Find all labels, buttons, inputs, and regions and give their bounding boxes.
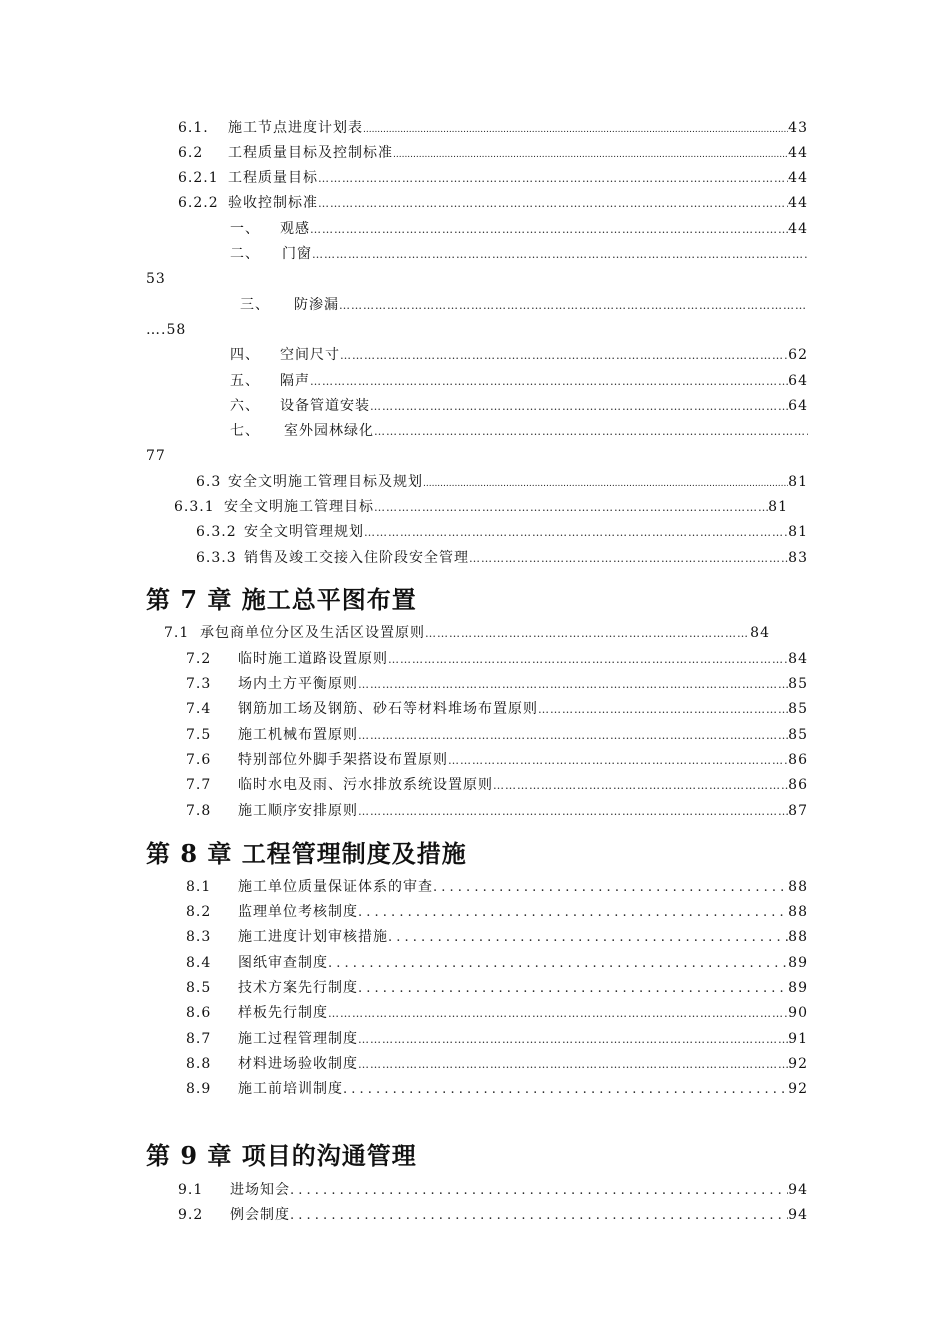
entry-number: 9.1 bbox=[178, 1182, 204, 1198]
entry-title: 门窗 bbox=[282, 246, 312, 262]
entry-title: 工程质量目标及控制标准 bbox=[228, 145, 393, 161]
entry-page: 64 bbox=[788, 373, 808, 389]
leader-dots bbox=[310, 219, 788, 240]
leader-dots bbox=[538, 699, 788, 720]
entry-page: 43 bbox=[788, 120, 808, 136]
entry-title: 验收控制标准 bbox=[228, 195, 318, 211]
entry-page: 64 bbox=[788, 398, 808, 414]
entry-page-wrapped: ….58 bbox=[146, 322, 187, 338]
leader-dots bbox=[423, 472, 788, 494]
leader-dots bbox=[310, 371, 788, 392]
entry-title: 钢筋加工场及钢筋、砂石等材料堆场布置原则 bbox=[238, 701, 538, 717]
entry-number: 二、 bbox=[230, 246, 260, 262]
toc-entry[interactable] bbox=[186, 978, 808, 998]
entry-number: 六、 bbox=[230, 398, 260, 414]
entry-number: 8.9 bbox=[186, 1081, 212, 1097]
entry-number: 7.6 bbox=[186, 752, 212, 768]
entry-title: 施工节点进度计划表 bbox=[228, 120, 363, 136]
entry-page: 44 bbox=[788, 145, 808, 161]
entry-number: 8.3 bbox=[186, 929, 212, 945]
toc-entry[interactable] bbox=[178, 1180, 808, 1200]
chapter-heading[interactable]: 第 7 章 施工总平图布置 bbox=[146, 585, 417, 614]
entry-title: 安全文明施工管理目标 bbox=[224, 499, 374, 515]
entry-page: 86 bbox=[788, 777, 808, 793]
entry-page: 86 bbox=[788, 752, 808, 768]
leader-dots bbox=[425, 623, 750, 644]
entry-number: 8.8 bbox=[186, 1056, 212, 1072]
entry-page-wrapped: 77 bbox=[146, 448, 166, 464]
entry-number: 6.3 bbox=[196, 474, 222, 490]
leader-dots bbox=[358, 902, 788, 923]
toc-entry[interactable] bbox=[196, 548, 808, 568]
entry-number: 7.7 bbox=[186, 777, 212, 793]
entry-title: 空间尺寸 bbox=[280, 347, 340, 363]
toc-entry[interactable] bbox=[186, 649, 808, 669]
entry-title: 技术方案先行制度 bbox=[238, 980, 358, 996]
entry-title: 施工过程管理制度 bbox=[238, 1031, 358, 1047]
toc-entry[interactable] bbox=[164, 623, 770, 643]
entry-title: 临时水电及雨、污水排放系统设置原则 bbox=[238, 777, 493, 793]
entry-page: 81 bbox=[788, 524, 808, 540]
leader-dots bbox=[448, 750, 788, 771]
entry-number: 七、 bbox=[230, 423, 260, 439]
entry-page-wrapped: 53 bbox=[146, 271, 166, 287]
toc-entry[interactable] bbox=[240, 295, 808, 315]
entry-page: 90 bbox=[788, 1005, 808, 1021]
leader-dots bbox=[393, 143, 788, 165]
toc-entry[interactable] bbox=[178, 168, 808, 188]
toc-entry[interactable] bbox=[186, 1079, 808, 1099]
leader-dots bbox=[312, 244, 808, 265]
entry-number: 8.6 bbox=[186, 1005, 212, 1021]
leader-dots bbox=[388, 649, 788, 670]
entry-page: 87 bbox=[788, 803, 808, 819]
entry-title: 观感 bbox=[280, 221, 310, 237]
entry-title: 场内土方平衡原则 bbox=[238, 676, 358, 692]
entry-number: 9.2 bbox=[178, 1207, 204, 1223]
entry-title: 图纸审查制度 bbox=[238, 955, 328, 971]
toc-entry[interactable] bbox=[178, 118, 808, 138]
leader-dots bbox=[358, 725, 788, 746]
entry-title: 施工进度计划审核措施 bbox=[238, 929, 388, 945]
entry-number: 三、 bbox=[240, 297, 270, 313]
toc-entry[interactable] bbox=[186, 902, 808, 922]
toc-entry[interactable] bbox=[186, 1054, 808, 1074]
leader-dots bbox=[469, 548, 788, 569]
leader-dots bbox=[374, 421, 808, 442]
toc-entry[interactable] bbox=[230, 345, 808, 365]
entry-page: 88 bbox=[788, 904, 808, 920]
toc-entry[interactable] bbox=[230, 219, 808, 239]
entry-page: 44 bbox=[788, 221, 808, 237]
toc-entry[interactable] bbox=[186, 927, 808, 947]
entry-page: 89 bbox=[788, 955, 808, 971]
leader-dots bbox=[343, 1079, 788, 1100]
leader-dots bbox=[340, 345, 788, 366]
toc-entry[interactable] bbox=[196, 472, 808, 492]
entry-number: 6.2.2 bbox=[178, 195, 219, 211]
entry-page: 94 bbox=[788, 1182, 808, 1198]
entry-title: 施工单位质量保证体系的审查 bbox=[238, 879, 433, 895]
entry-title: 施工机械布置原则 bbox=[238, 727, 358, 743]
entry-title: 监理单位考核制度 bbox=[238, 904, 358, 920]
entry-page: 85 bbox=[788, 727, 808, 743]
entry-title: 防渗漏 bbox=[294, 297, 339, 313]
entry-page: 88 bbox=[788, 879, 808, 895]
entry-page: 62 bbox=[788, 347, 808, 363]
leader-dots bbox=[433, 877, 788, 898]
entry-number: 6.2.1 bbox=[178, 170, 219, 186]
entry-title: 销售及竣工交接入住阶段安全管理 bbox=[244, 550, 469, 566]
entry-title: 例会制度 bbox=[230, 1207, 290, 1223]
entry-number: 8.7 bbox=[186, 1031, 212, 1047]
entry-page: 44 bbox=[788, 195, 808, 211]
toc-entry[interactable] bbox=[186, 801, 808, 821]
entry-title: 安全文明管理规划 bbox=[244, 524, 364, 540]
entry-page: 88 bbox=[788, 929, 808, 945]
entry-number: 6.3.2 bbox=[196, 524, 237, 540]
toc-entry[interactable] bbox=[186, 1003, 808, 1023]
chapter-heading[interactable]: 第 8 章 工程管理制度及措施 bbox=[146, 839, 467, 868]
entry-page: 84 bbox=[788, 651, 808, 667]
toc-entry[interactable] bbox=[186, 775, 808, 795]
entry-page: 81 bbox=[788, 474, 808, 490]
entry-page: 92 bbox=[788, 1056, 808, 1072]
toc-entry[interactable] bbox=[178, 1205, 808, 1225]
entry-title: 施工顺序安排原则 bbox=[238, 803, 358, 819]
toc-entry[interactable] bbox=[178, 143, 808, 163]
entry-title: 安全文明施工管理目标及规划 bbox=[228, 474, 423, 490]
toc-entry[interactable] bbox=[186, 877, 808, 897]
entry-number: 8.4 bbox=[186, 955, 212, 971]
leader-dots bbox=[493, 775, 788, 796]
entry-title: 特别部位外脚手架搭设布置原则 bbox=[238, 752, 448, 768]
entry-title: 隔声 bbox=[280, 373, 310, 389]
toc-entry[interactable] bbox=[174, 497, 788, 517]
entry-title: 材料进场验收制度 bbox=[238, 1056, 358, 1072]
entry-page: 94 bbox=[788, 1207, 808, 1223]
chapter-heading[interactable]: 第 9 章 项目的沟通管理 bbox=[146, 1141, 417, 1170]
entry-number: 7.5 bbox=[186, 727, 212, 743]
leader-dots bbox=[290, 1180, 788, 1201]
entry-title: 施工前培训制度 bbox=[238, 1081, 343, 1097]
entry-page: 83 bbox=[788, 550, 808, 566]
toc-entry[interactable] bbox=[186, 674, 808, 694]
entry-number: 6.2 bbox=[178, 145, 204, 161]
leader-dots bbox=[328, 953, 788, 974]
toc-entry[interactable] bbox=[196, 522, 808, 542]
toc-entry[interactable] bbox=[230, 244, 808, 264]
toc-entry[interactable] bbox=[186, 953, 808, 973]
entry-page: 92 bbox=[788, 1081, 808, 1097]
entry-number: 四、 bbox=[230, 347, 260, 363]
entry-number: 7.2 bbox=[186, 651, 212, 667]
leader-dots bbox=[358, 1054, 788, 1075]
entry-number: 6.1. bbox=[178, 120, 209, 136]
toc-entry[interactable] bbox=[186, 725, 808, 745]
leader-dots bbox=[339, 295, 808, 316]
entry-page: 81 bbox=[768, 499, 788, 515]
entry-number: 8.1 bbox=[186, 879, 212, 895]
entry-page: 85 bbox=[788, 676, 808, 692]
leader-dots bbox=[358, 1029, 788, 1050]
leader-dots bbox=[358, 674, 788, 695]
entry-title: 工程质量目标 bbox=[228, 170, 318, 186]
entry-number: 7.4 bbox=[186, 701, 212, 717]
leader-dots bbox=[318, 193, 788, 214]
entry-title: 进场知会 bbox=[230, 1182, 290, 1198]
toc-entry[interactable] bbox=[186, 1029, 808, 1049]
entry-title: 设备管道安装 bbox=[280, 398, 370, 414]
entry-page: 85 bbox=[788, 701, 808, 717]
entry-number: 6.3.3 bbox=[196, 550, 237, 566]
leader-dots bbox=[358, 978, 788, 999]
entry-title: 样板先行制度 bbox=[238, 1005, 328, 1021]
entry-title: 室外园林绿化 bbox=[284, 423, 374, 439]
entry-page: 91 bbox=[788, 1031, 808, 1047]
entry-page: 44 bbox=[788, 170, 808, 186]
entry-number: 8.2 bbox=[186, 904, 212, 920]
leader-dots bbox=[364, 522, 788, 543]
entry-number: 6.3.1 bbox=[174, 499, 215, 515]
leader-dots bbox=[318, 168, 788, 189]
leader-dots bbox=[328, 1003, 788, 1024]
leader-dots bbox=[370, 396, 788, 417]
entry-number: 五、 bbox=[230, 373, 260, 389]
entry-number: 7.1 bbox=[164, 625, 190, 641]
entry-page: 89 bbox=[788, 980, 808, 996]
leader-dots bbox=[290, 1205, 788, 1226]
entry-number: 7.3 bbox=[186, 676, 212, 692]
entry-number: 一、 bbox=[230, 221, 260, 237]
entry-number: 7.8 bbox=[186, 803, 212, 819]
toc-entry[interactable] bbox=[230, 371, 808, 391]
entry-number: 8.5 bbox=[186, 980, 212, 996]
entry-page: 84 bbox=[750, 625, 770, 641]
leader-dots bbox=[374, 497, 768, 518]
leader-dots bbox=[388, 927, 788, 948]
toc-entry[interactable] bbox=[230, 396, 808, 416]
entry-title: 临时施工道路设置原则 bbox=[238, 651, 388, 667]
toc-entry[interactable] bbox=[178, 193, 808, 213]
leader-dots bbox=[363, 118, 788, 140]
leader-dots bbox=[358, 801, 788, 822]
entry-title: 承包商单位分区及生活区设置原则 bbox=[200, 625, 425, 641]
toc-entry[interactable] bbox=[186, 699, 808, 719]
toc-entry[interactable] bbox=[230, 421, 808, 441]
toc-entry[interactable] bbox=[186, 750, 808, 770]
